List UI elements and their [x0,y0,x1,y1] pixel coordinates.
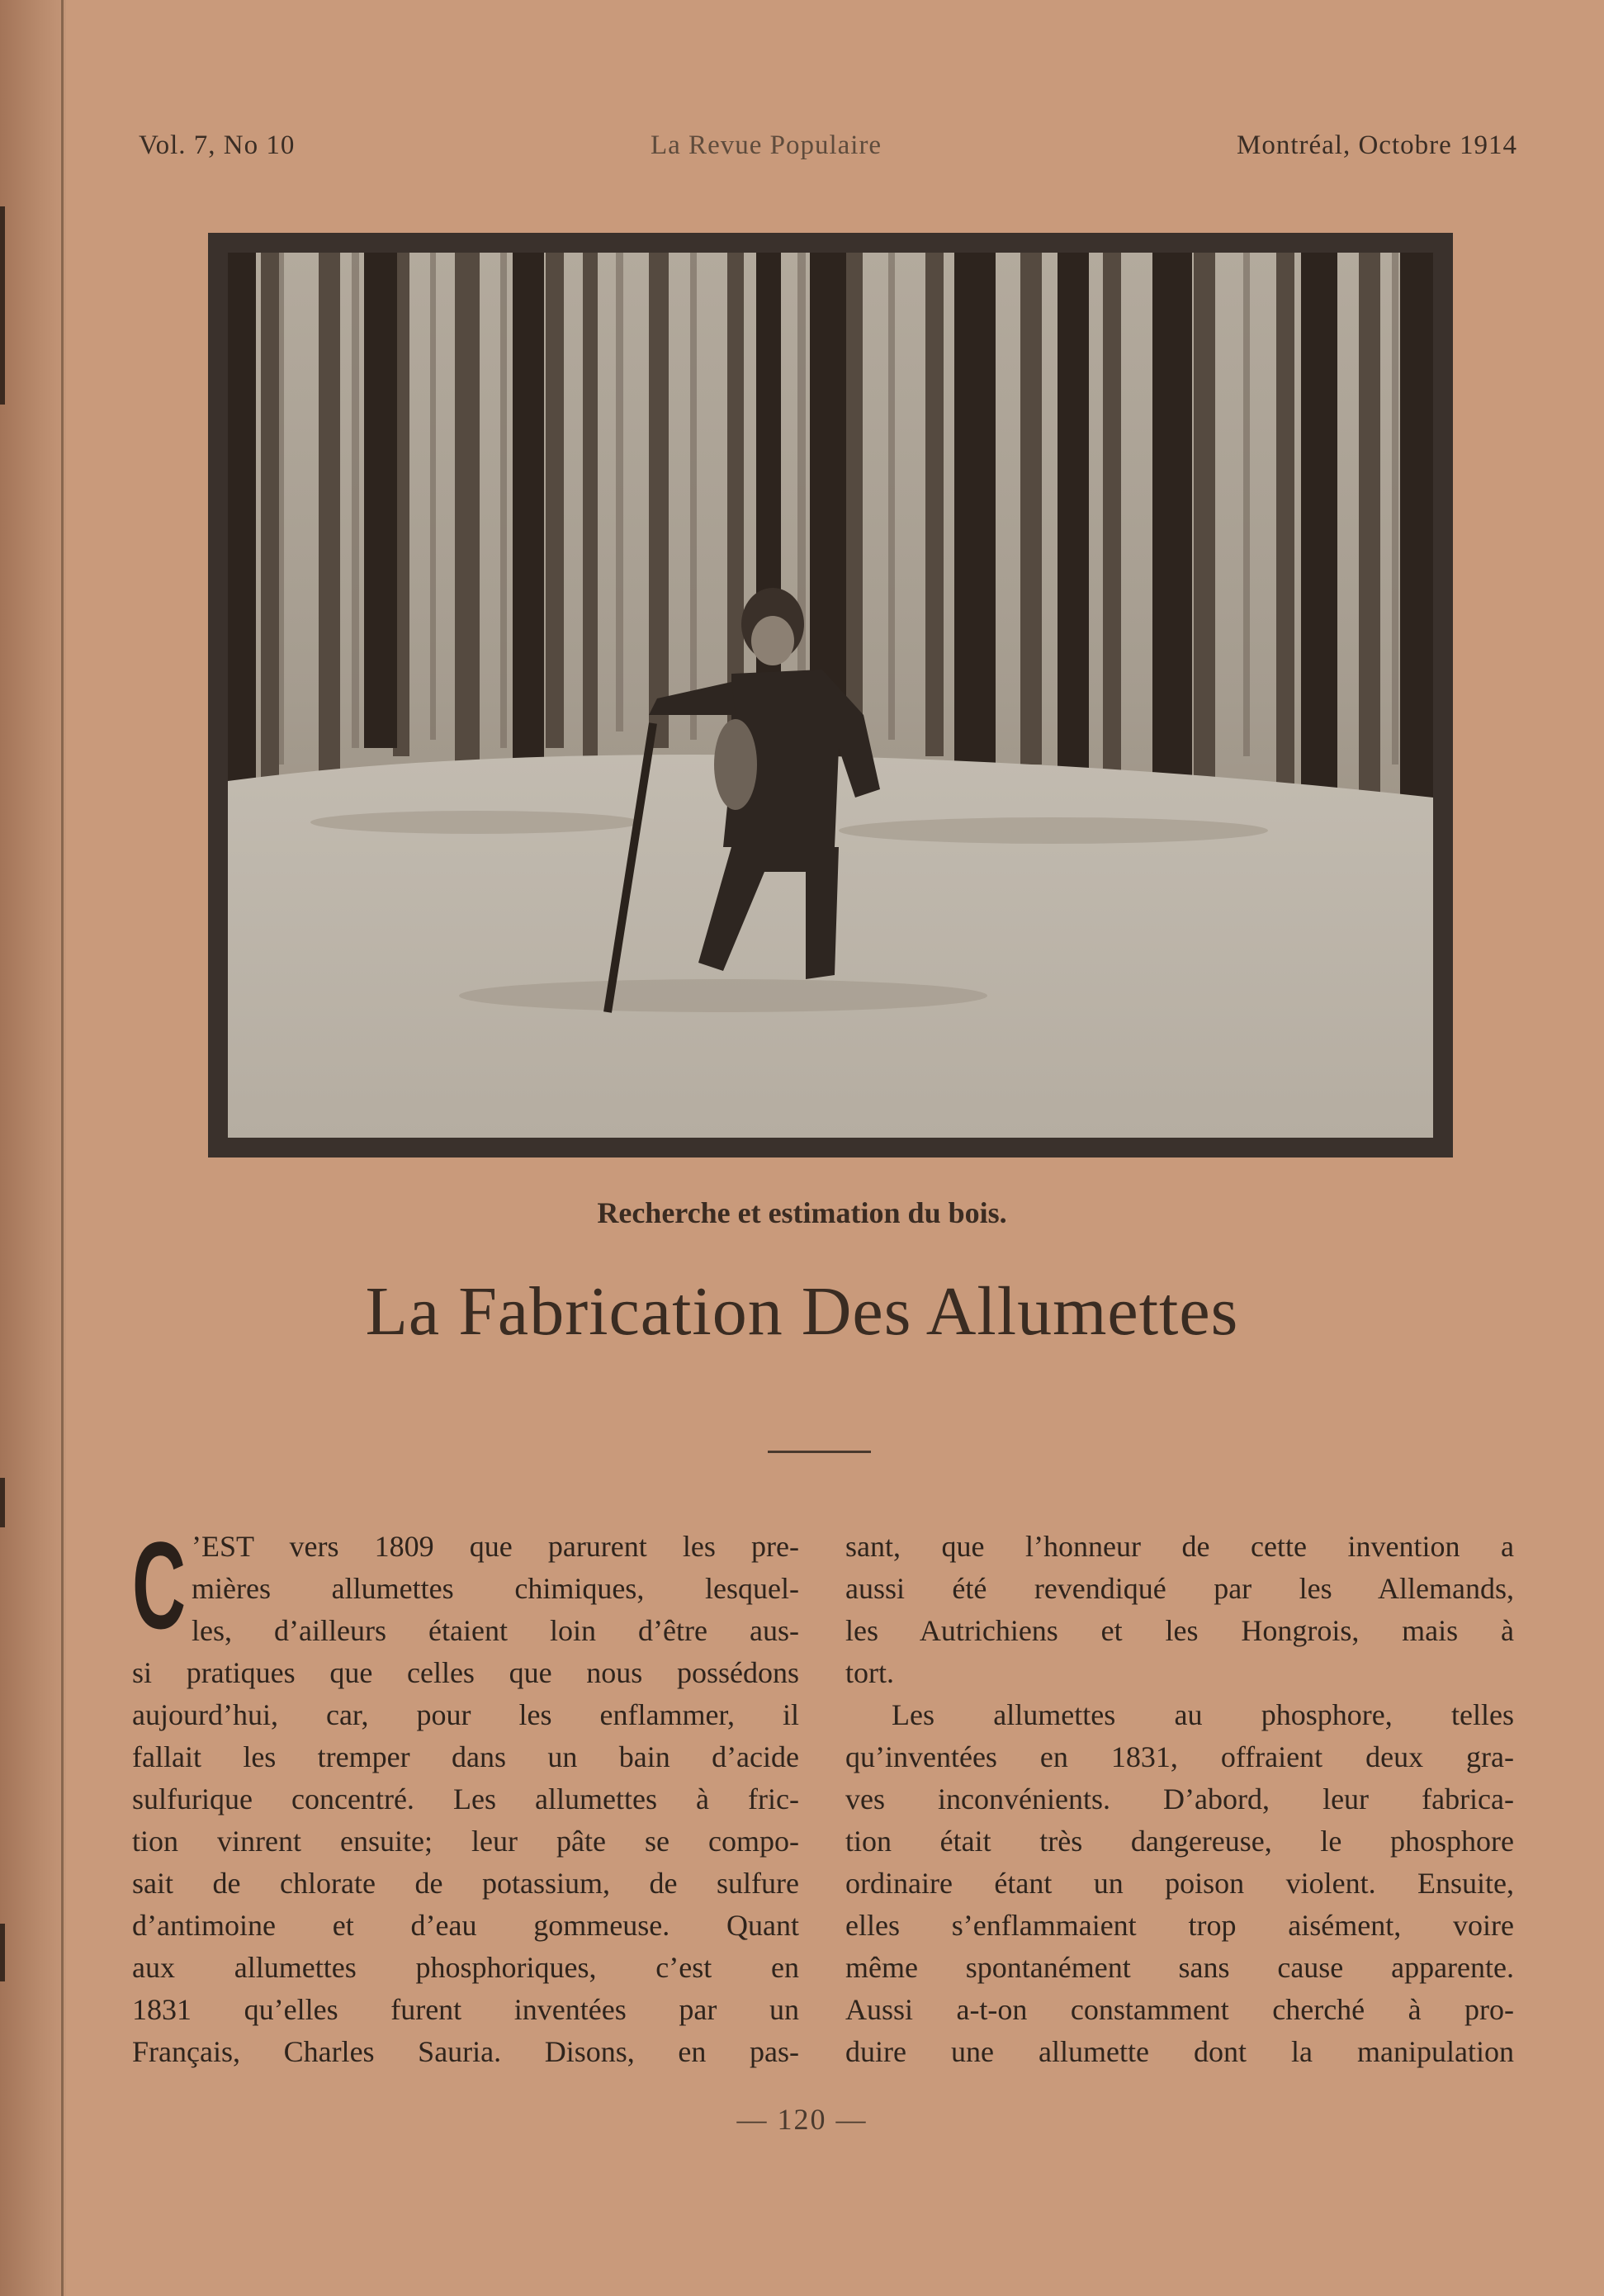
edge-mark [0,1924,5,1981]
text-line: duire une allumette dont la manipulation [845,2035,1514,2068]
text-line: Les allumettes au phosphore, telles [892,1698,1514,1731]
page-number: — 120 — [736,2103,868,2136]
text-line: même spontanément sans cause apparente. [845,1951,1514,1984]
article-column-right [845,1526,1514,2073]
text-line: d’antimoine et d’eau gommeuse. Quant [132,1909,799,1942]
volume-number: Vol. 7, No 10 [139,130,296,160]
title-divider [768,1451,871,1453]
text-line: ordinaire étant un poison violent. Ensuite, [845,1867,1514,1900]
text-line: ’EST vers 1809 que parurent les pre- [192,1530,799,1563]
text-line: tion était très dangereuse, le phosphore [845,1825,1514,1858]
text-line: 1831 qu’elles furent inventées par un [132,1993,799,2026]
text-line: sait de chlorate de potassium, de sulfure [132,1867,799,1900]
forest-scene-image [228,253,1433,1138]
binding-line [61,0,64,2296]
text-line: les, d’ailleurs étaient loin d’être aus- [192,1614,799,1647]
text-line: sulfurique concentré. Les allumettes à fric- [132,1782,799,1815]
text-line: aussi été revendiqué par les Allemands, [845,1572,1514,1605]
article-title: La Fabrication Des Allumettes [365,1273,1239,1350]
text-line: si pratiques que celles que nous possédons [132,1656,799,1689]
edge-mark [0,206,5,405]
text-line: aux allumettes phosphoriques, c’est en [132,1951,799,1984]
text-line: ves inconvénients. D’abord, leur fabrica- [845,1782,1514,1815]
issue-date: Montréal, Octobre 1914 [1237,130,1517,160]
binding-gutter [0,0,66,2296]
text-line: tort. [845,1656,894,1689]
text-line: fallait les tremper dans un bain d’acide [132,1740,799,1773]
article-column-left [132,1516,799,2073]
text-line: les Autrichiens et les Hongrois, mais à [845,1614,1514,1647]
text-line: qu’inventées en 1831, offraient deux gra- [845,1740,1514,1773]
text-line: aujourd’hui, car, pour les enflammer, il [132,1698,799,1731]
drop-cap: C [132,1516,186,1655]
photo-caption: Recherche et estimation du bois. [597,1196,1007,1229]
text-line: elles s’enflammaient trop aisément, voire [845,1909,1514,1942]
forest-photograph [208,233,1453,1157]
text-line: Aussi a-t-on constamment cherché à pro- [845,1993,1514,2026]
text-line: tion vinrent ensuite; leur pâte se compo- [132,1825,799,1858]
magazine-name: La Revue Populaire [651,130,882,160]
edge-mark [0,1478,5,1527]
running-header [139,130,1517,172]
text-line: Français, Charles Sauria. Disons, en pas- [132,2035,799,2068]
text-line: mières allumettes chimiques, lesquel- [192,1572,799,1605]
text-line: sant, que l’honneur de cette invention a [845,1530,1514,1563]
